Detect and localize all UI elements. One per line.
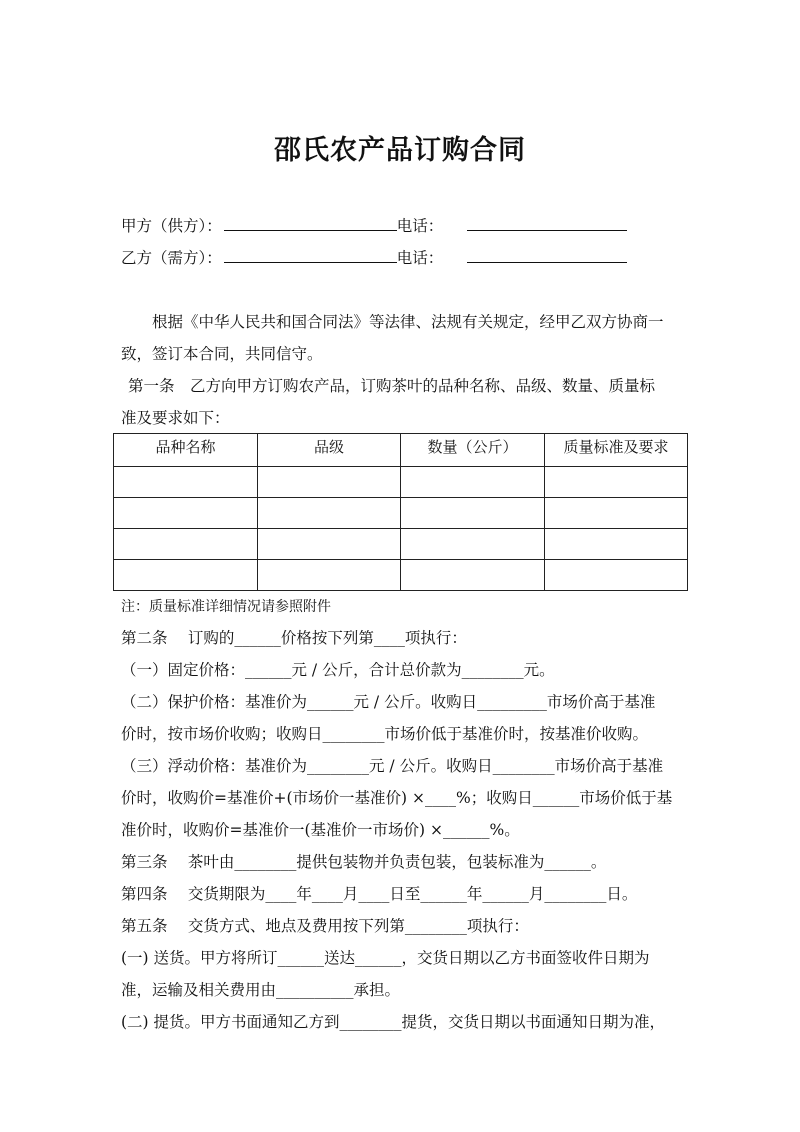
article-5-delivery-2: 准，运输及相关费用由__________承担。 [121,981,401,999]
party-b-name-blank [224,247,397,264]
party-b-label: 乙方（需方）： [121,249,222,267]
header-variety: 品种名称 [114,434,258,467]
article-2-floating-price-3: 准价时，收购价=基准价一(基准价一市场价) ×______%。 [121,821,520,839]
article-5-line: 第五条 交货方式、地点及费用按下列第________项执行： [121,917,529,935]
document-title: 邵氏农产品订购合同 [274,135,526,166]
table-cell [401,498,545,529]
article-2-floating-price-2: 价时，收购价=基准价+(市场价一基准价) ×____%；收购日______市场价低于基 [121,789,673,807]
header-grade: 品级 [258,434,401,467]
party-b-line [121,246,627,268]
table-cell [545,467,688,498]
article-1-line-2: 准及要求如下： [121,409,230,427]
table-row [114,560,688,591]
article-2-line: 第二条 订购的______价格按下列第____项执行： [121,629,467,647]
article-2-protected-price-1: （二）保护价格：基准价为______元 / 公斤。收购日_________市场价高于基准 [121,693,656,711]
intro-line-2: 致，签订本合同，共同信守。 [121,345,323,363]
article-3-line: 第三条 茶叶由________提供包装物并负责包装，包装标准为______。 [121,853,607,871]
table-cell [258,498,401,529]
table-cell [258,467,401,498]
table-cell [401,467,545,498]
article-1-line-1: 第一条 乙方向甲方订购农产品，订购茶叶的品种名称、品级、数量、质量标 [128,377,656,395]
header-quality: 质量标准及要求 [545,434,688,467]
table-cell [545,498,688,529]
party-a-name-blank [224,215,397,232]
party-a-label: 甲方（供方）： [121,217,222,235]
article-2-protected-price-2: 价时，按市场价收购；收购日________市场价低于基准价时，按基准价收购。 [121,725,649,743]
party-a-line [121,214,627,236]
table-row [114,498,688,529]
article-2-floating-price-1: （三）浮动价格：基准价为________元 / 公斤。收购日________市场价高于基准 [121,757,664,775]
table-cell [545,560,688,591]
table-cell [401,560,545,591]
table-cell [401,529,545,560]
article-5-pickup: (二) 提货。甲方书面通知乙方到________提货，交货日期以书面通知日期为准， [121,1013,666,1031]
article-5-delivery-1: (一) 送货。甲方将所订______送达______，交货日期以乙方书面签收件日期为 [121,949,650,967]
party-b-phone-label: 电话： [396,249,444,267]
table-cell [114,467,258,498]
article-4-line: 第四条 交货期限为____年____月____日至______年______月________日。 [121,885,638,903]
article-2-fixed-price: （一）固定价格：______元 / 公斤，合计总价款为________元。 [121,661,555,679]
table-row [114,529,688,560]
table-cell [114,560,258,591]
table-header-row [114,434,688,467]
party-b-phone-blank [467,247,627,264]
product-table [113,433,688,591]
party-a-phone-blank [467,215,627,232]
party-a-phone-label: 电话： [396,217,444,235]
header-quantity: 数量（公斤） [401,434,545,467]
table-cell [258,560,401,591]
table-cell [114,498,258,529]
table-note: 注：质量标准详细情况请参照附件 [121,599,331,615]
intro-line-1: 根据《中华人民共和国合同法》等法律、法规有关规定，经甲乙双方协商一 [152,313,664,331]
table-cell [114,529,258,560]
table-cell [545,529,688,560]
table-cell [258,529,401,560]
table-row [114,467,688,498]
